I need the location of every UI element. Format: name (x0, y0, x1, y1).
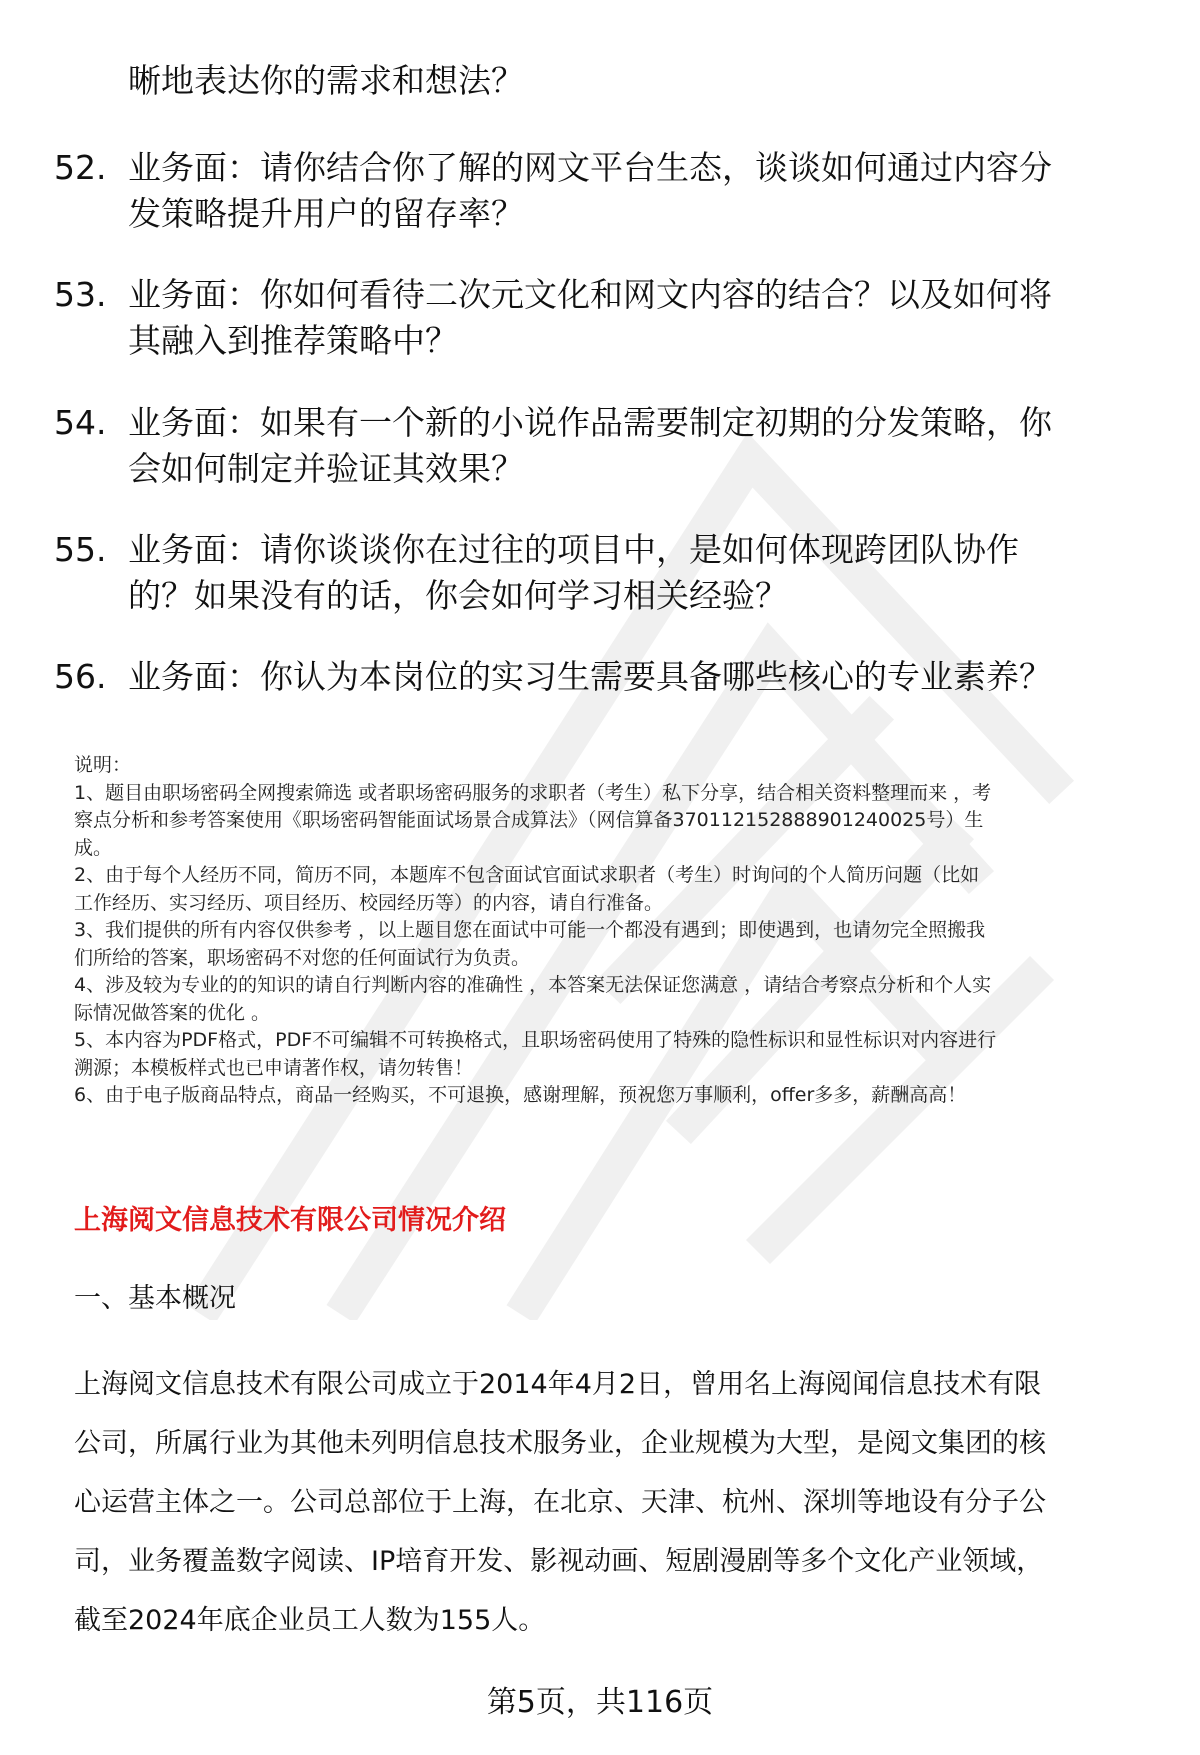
question-number: 52. (54, 148, 107, 187)
question-text (128, 400, 1148, 492)
question-line: 业务面：请你结合你了解的网文平台生态，谈谈如何通过内容分 (128, 148, 1052, 187)
question-text (128, 272, 1148, 364)
notes-line: 溯源；本模板样式也已申请著作权，请勿转售！ (74, 1056, 474, 1079)
question-continuation: 晰地表达你的需求和想法？ (128, 61, 524, 100)
paragraph-line: 心运营主体之一。公司总部位于上海，在北京、天津、杭州、深圳等地设有分子公 (74, 1487, 1046, 1518)
question-number: 56. (54, 657, 107, 696)
notes-line: 察点分析和参考答案使用《职场密码智能面试场景合成算法》（网信算备370112152888901240025号）生 (74, 809, 984, 831)
notes-line: 成。 (74, 836, 113, 859)
notes-line: 工作经历、实习经历、项目经历、校园经历等）的内容，请自行准备。 (74, 891, 664, 914)
question-line: 业务面：你认为本岗位的实习生需要具备哪些核心的专业素养？ (128, 657, 1052, 696)
question-line: 业务面：请你谈谈你在过往的项目中，是如何体现跨团队协作 (128, 530, 1019, 569)
notes-line: 际情况做答案的优化 。 (74, 1001, 271, 1024)
notes-line: 6、由于电子版商品特点，商品一经购买，不可退换，感谢理解，预祝您万事顺利，offer多多，薪酬高高！ (74, 1084, 967, 1106)
question-line: 会如何制定并验证其效果？ (128, 449, 524, 488)
question-line: 其融入到推荐策略中？ (128, 321, 458, 360)
disclaimer-notes (74, 752, 1154, 1110)
notes-line: 2、由于每个人经历不同，简历不同，本题库不包含面试官面试求职者（考生）时询问的个人简历问题（比如 (74, 864, 980, 886)
notes-line: 5、本内容为PDF格式，PDF不可编辑不可转换格式，且职场密码使用了特殊的隐性标识和显性标识对内容进行 (74, 1029, 997, 1051)
question-line: 发策略提升用户的留存率？ (128, 194, 524, 233)
question-text (128, 145, 1148, 237)
company-section-title: 上海阅文信息技术有限公司情况介绍 (74, 1205, 506, 1236)
question-number: 55. (54, 530, 107, 569)
question-text (128, 527, 1148, 619)
question-number: 54. (54, 403, 107, 442)
paragraph-line: 上海阅文信息技术有限公司成立于2014年4月2日，曾用名上海阅闻信息技术有限 (74, 1369, 1042, 1400)
question-line: 的？如果没有的话，你会如何学习相关经验？ (128, 576, 788, 615)
basic-overview-heading: 一、基本概况 (74, 1283, 236, 1314)
page-number-footer: 第5页，共116页 (486, 1685, 714, 1720)
question-line: 业务面：你如何看待二次元文化和网文内容的结合？以及如何将 (128, 275, 1052, 314)
company-overview-paragraph (74, 1355, 1164, 1650)
paragraph-line: 截至2024年底企业员工人数为155人。 (74, 1605, 546, 1636)
question-text (128, 654, 1148, 700)
notes-title: 说明： (74, 754, 132, 776)
notes-line: 3、我们提供的所有内容仅供参考 ，以上题目您在面试中可能一个都没有遇到；即使遇到，也请勿完全照搬我 (74, 919, 986, 941)
question-number: 53. (54, 275, 107, 314)
paragraph-line: 公司，所属行业为其他未列明信息技术服务业，企业规模为大型，是阅文集团的核 (74, 1428, 1046, 1459)
notes-line: 4、涉及较为专业的的知识的请自行判断内容的准确性 ，本答案无法保证您满意 ，请结合考察点分析和个人实 (74, 974, 992, 996)
paragraph-line: 司，业务覆盖数字阅读、IP培育开发、影视动画、短剧漫剧等多个文化产业领域， (74, 1546, 1044, 1577)
notes-line: 们所给的答案，职场密码不对您的任何面试行为负责。 (74, 946, 531, 969)
notes-line: 1、题目由职场密码全网搜索筛选 或者职场密码服务的求职者（考生）私下分享，结合相关资料整理而来 ，考 (74, 781, 992, 804)
question-line: 业务面：如果有一个新的小说作品需要制定初期的分发策略，你 (128, 403, 1052, 442)
